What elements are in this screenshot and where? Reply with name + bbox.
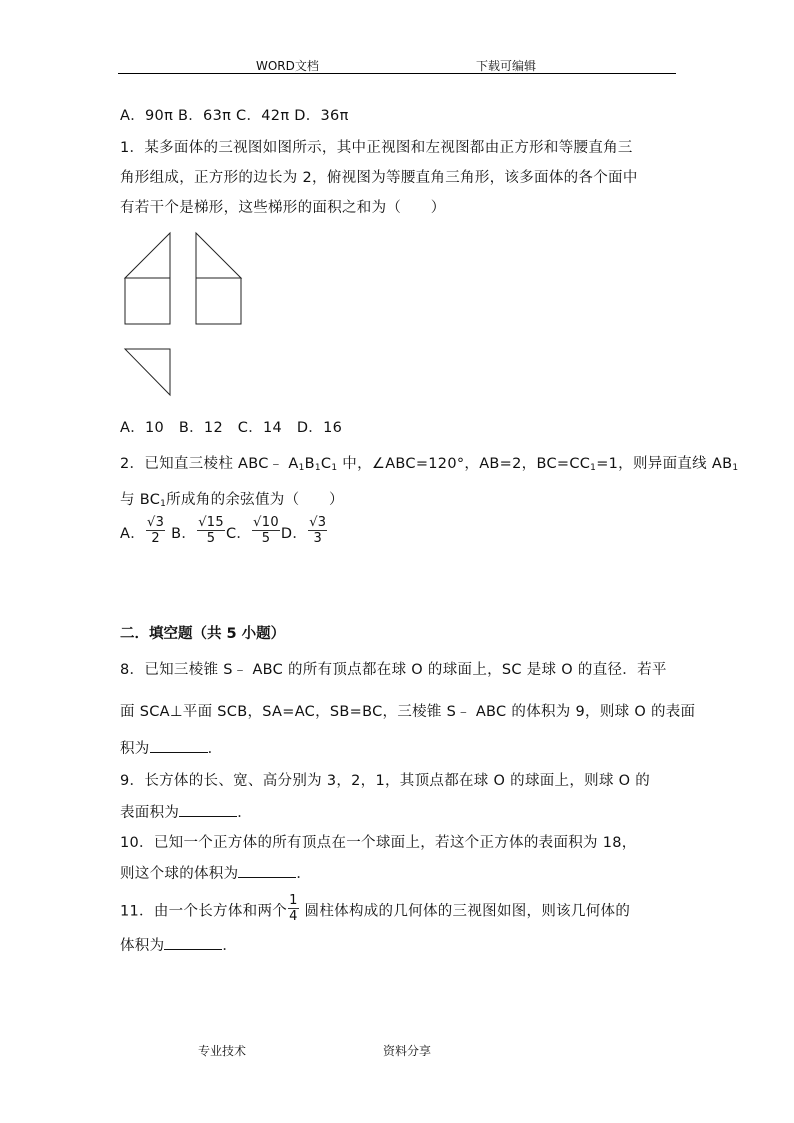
q2-options — [120, 515, 328, 549]
q1-options: A．10 B．12 C．14 D．16 — [120, 420, 343, 436]
q1-line3: 有若干个是梯形，这些梯形的面积之和为（ ） — [120, 200, 446, 216]
answer-blank[interactable] — [238, 865, 296, 878]
q9-line2: 表面积为 ． — [120, 805, 253, 821]
side-view-square — [196, 278, 241, 324]
footer-left: 专业技术 — [198, 1044, 247, 1058]
q8-line2: 面 SCA⊥平面 SCB，SA=AC，SB=BC，三棱锥 S﹣ ABC 的体积为 9，则球 O 的表面 — [120, 704, 696, 720]
q8-line3: 积为 ． — [120, 741, 223, 757]
q2-option-b: B． $\frac{√15}{5}$ — [171, 515, 224, 546]
q11-line2: 体积为 ． — [120, 938, 238, 954]
front-view-square — [125, 278, 170, 324]
top-view-triangle — [125, 349, 170, 395]
header-right: 下载可编辑 — [476, 59, 537, 73]
answer-blank[interactable] — [150, 740, 208, 753]
q8-line1: 8．已知三棱锥 S﹣ ABC 的所有顶点都在球 O 的球面上，SC 是球 O 的直径．若平 — [120, 662, 667, 678]
footer-right: 资料分享 — [383, 1044, 432, 1058]
section-title: 二．填空题（共 5 小题） — [120, 626, 286, 642]
q2-line2: 与 $BC_1$所成角的余弦值为（ ） — [120, 492, 344, 509]
q2-option-a: A． $\frac{√3}{2}$ — [120, 515, 165, 546]
header-left: WORD文档 — [256, 59, 319, 73]
side-view-triangle — [196, 233, 241, 278]
q10-line1: 10．已知一个正方体的所有顶点在一个球面上，若这个正方体的表面积为 18， — [120, 835, 637, 851]
q2-line1: 2．已知直三棱柱 ABC﹣ $A_1B_1C_1$ 中，∠ABC=120°，AB=2，$BC=CC_1=1$，则异面直线 $AB_1$ — [120, 456, 739, 473]
prev-question-options: A．90π B．63π C．42π D．36π — [120, 108, 349, 124]
q9-line1: 9．长方体的长、宽、高分别为 3，2，1，其顶点都在球 O 的球面上，则球 O 的 — [120, 773, 651, 789]
q1-line1: 1．某多面体的三视图如图所示，其中正视图和左视图都由正方形和等腰直角三 — [120, 140, 633, 156]
q1-line2: 角形组成，正方形的边长为 2，俯视图为等腰直角三角形，该多面体的各个面中 — [120, 170, 638, 186]
front-view-triangle — [125, 233, 170, 278]
answer-blank[interactable] — [179, 804, 237, 817]
q2-option-c: C． $\frac{√10}{5}$ — [225, 515, 279, 546]
q10-line2: 则这个球的体积为 ． — [120, 866, 312, 882]
one-quarter-fraction: $\frac{1}{4}$ — [289, 893, 298, 924]
answer-blank[interactable] — [164, 937, 222, 950]
q2-option-d: D． $\frac{√3}{3}$ — [280, 515, 327, 546]
q11-line1: 11．由一个长方体和两个 $\frac{1}{4}$ 圆柱体构成的几何体的三视图如图，则该几何体的 — [120, 893, 631, 924]
